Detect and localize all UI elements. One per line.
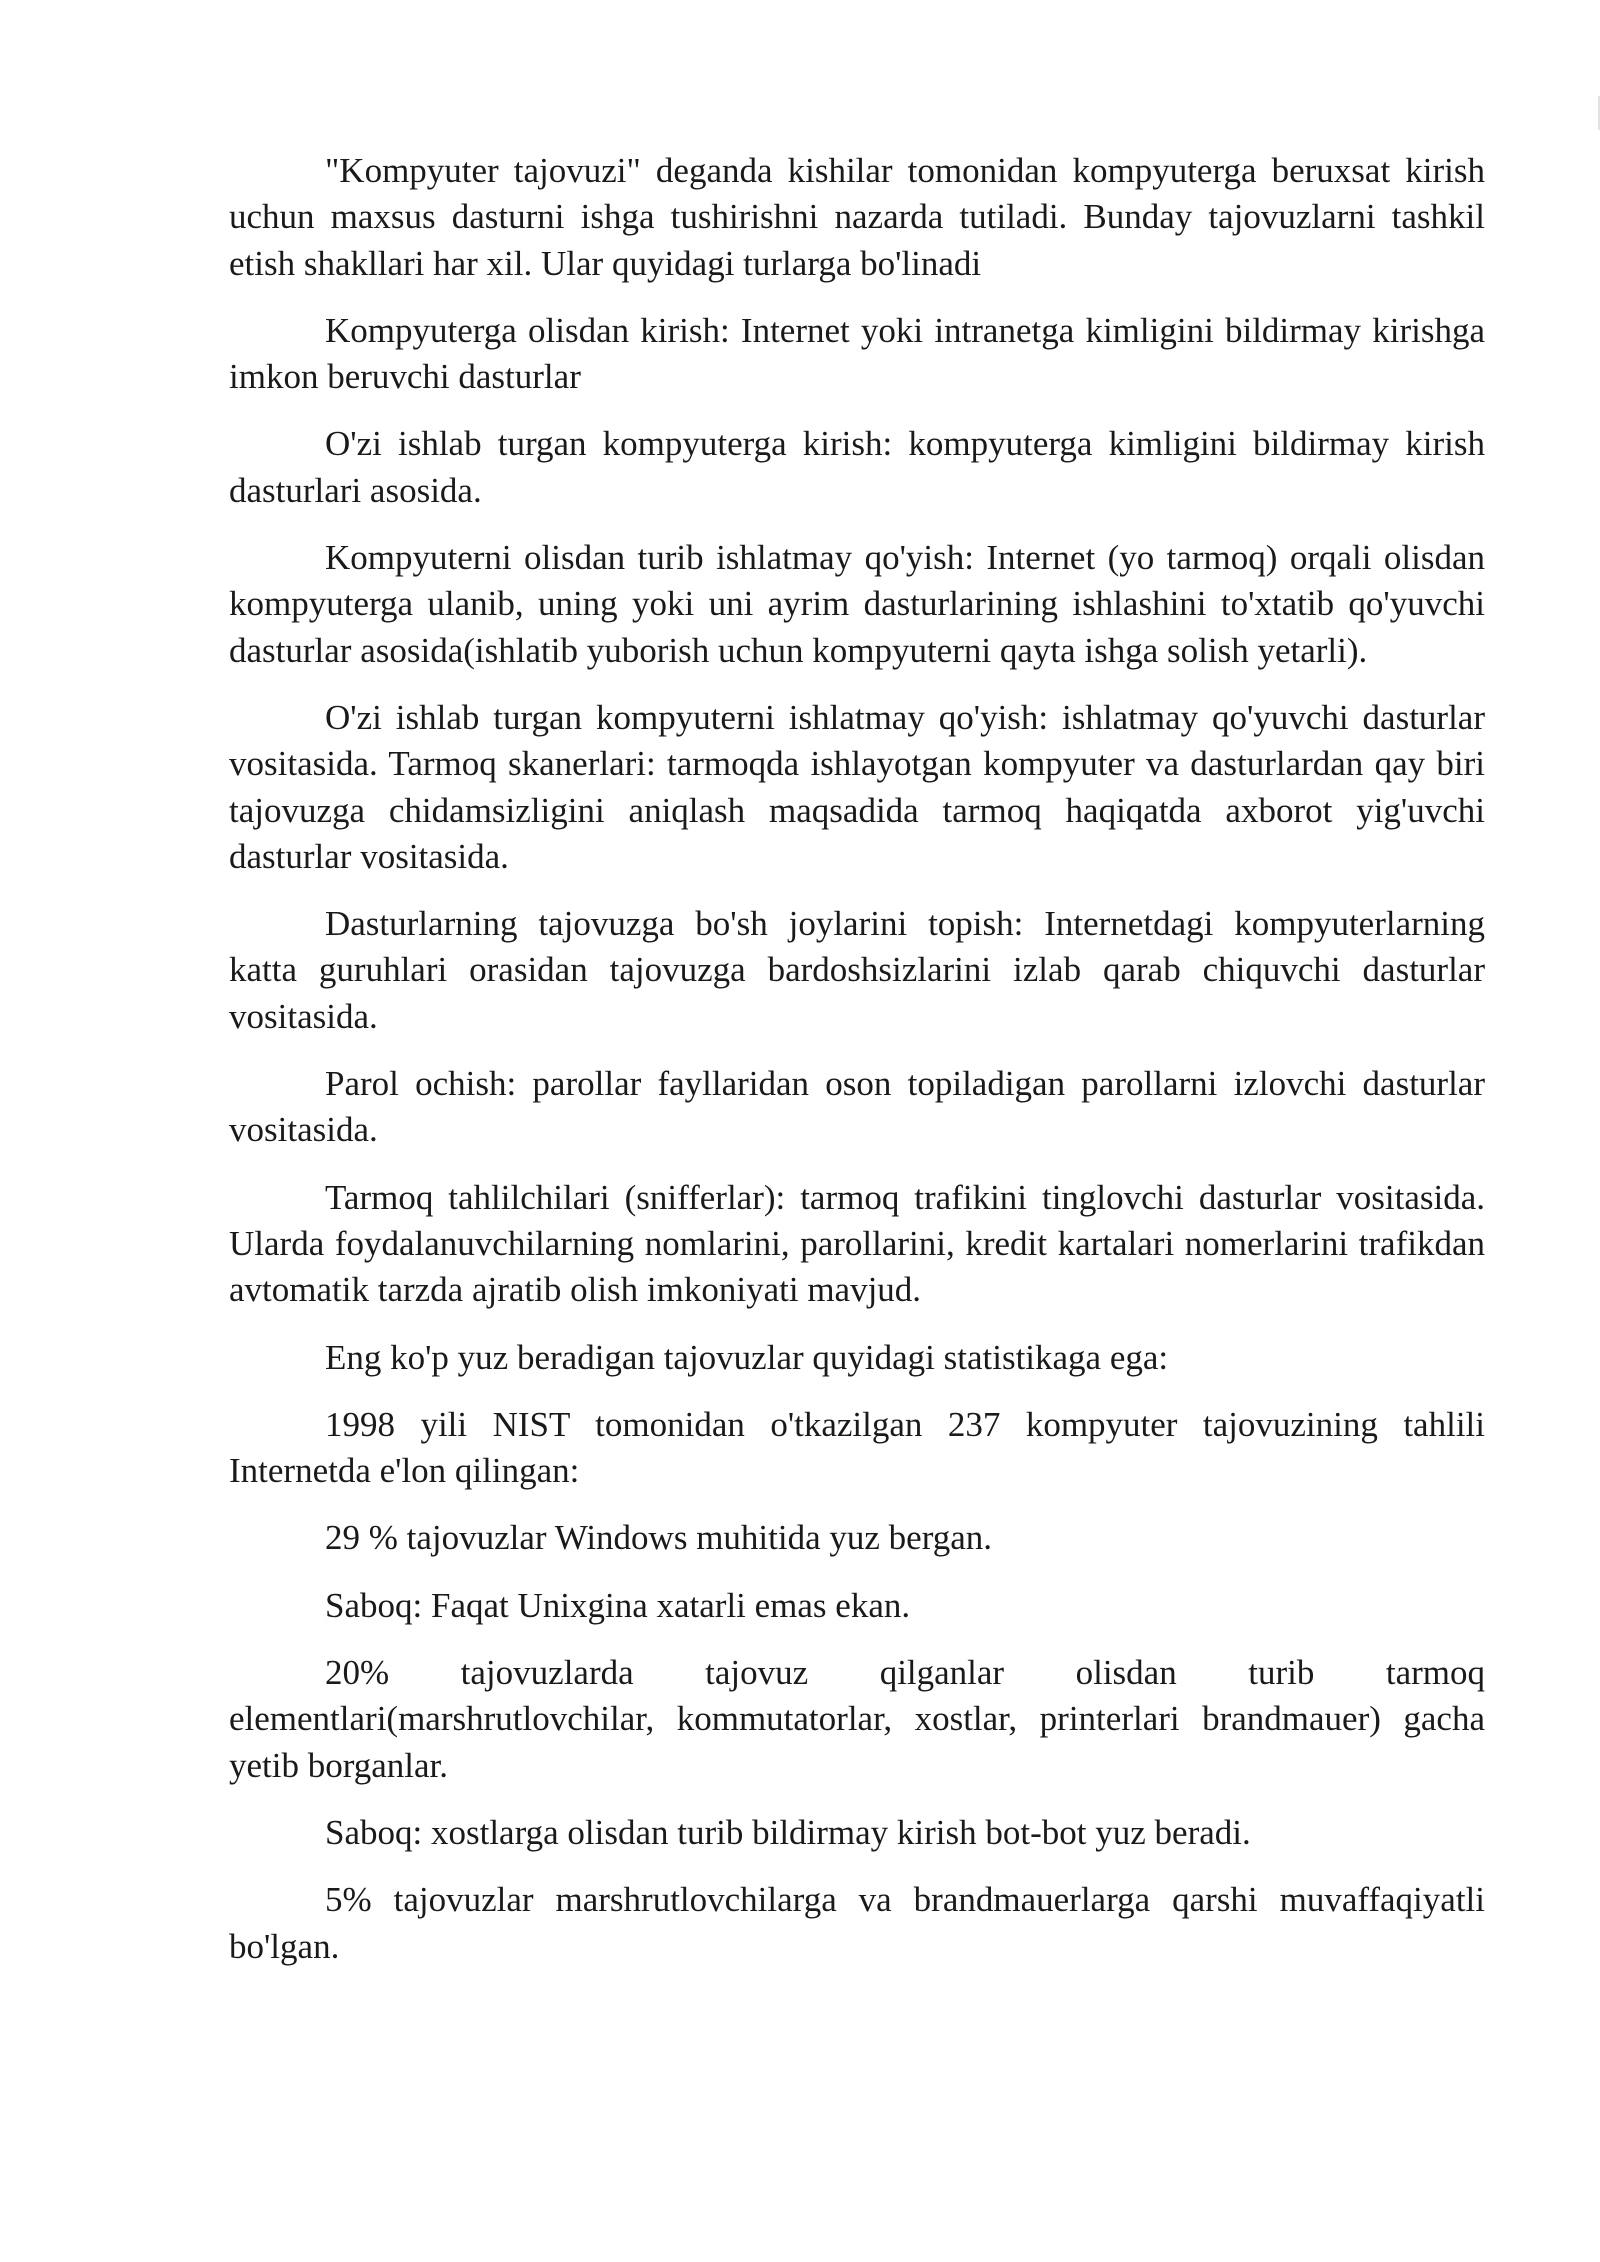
paragraph-remote-disable: Kompyuterni olisdan turib ishlatmay qo'yish: Internet (yo tarmoq) orqali olisdan kompyuterga ulanib, uning yoki uni ayrim dasturlarining ishlashini to'xtatib qo'yuvchi dasturlar asosida(ishlatib yuborish uchun kompyuterni qayta ishga solish yetarli). <box>229 538 1485 670</box>
paragraph-password-cracking: Parol ochish: parollar fayllaridan oson topiladigan parollarni izlovchi dasturlar vositasida. <box>229 1064 1485 1150</box>
document-body <box>229 148 1485 1991</box>
paragraph-intro: "Kompyuter tajovuzi" deganda kishilar tomonidan kompyuterga beruxsat kirish uchun maxsus dasturni ishga tushirishni nazarda tutiladi. Bunday tajovuzlarni tashkil etish shakllari har xil. Ular quyidagi turlarga bo'linadi <box>229 151 1485 283</box>
paragraph-vulnerability-search: Dasturlarning tajovuzga bo'sh joylarini topish: Internetdagi kompyuterlarning katta guruhlari orasidan tajovuzga bardoshsizlarini izlab qarab chiquvchi dasturlar vositasida. <box>229 904 1485 1036</box>
paragraph-sniffers: Tarmoq tahlilchilari (snifferlar): tarmoq trafikini tinglovchi dasturlar vositasida. Ularda foydalanuvchilarning nomlarini, parollarini, kredit kartalari nomerlarini trafikdan avtomatik tarzda ajratib olish imkoniyati mavjud. <box>229 1177 1485 1310</box>
paragraph-nist-analysis: 1998 yili NIST tomonidan o'tkazilgan 237 kompyuter tajovuzining tahlili Internetda e'lon qilingan: <box>229 1404 1485 1491</box>
paragraph-network-elements-stat: 20% tajovuzlarda tajovuz qilganlar olisdan turib tarmoq elementlari(marshrutlovchilar, kommutatorlar, xostlar, printerlari brandmauer) gacha yetib borganlar. <box>229 1653 1485 1785</box>
paragraph-local-disable: O'zi ishlab turgan kompyuterni ishlatmay qo'yish: ishlatmay qo'yuvchi dasturlar vositasida. Tarmoq skanerlari: tarmoqda ishlayotgan kompyuter va dasturlardan qay biri tajovuzga chidamsizligini aniqlash maqsadida tarmoq haqiqatda axborot yig'uvchi dasturlar vositasida. <box>229 697 1485 876</box>
paragraph-local-access: O'zi ishlab turgan kompyuterga kirish: kompyuterga kimligini bildirmay kirish dasturlari asosida. <box>229 424 1485 510</box>
paragraph-lesson-hosts: Saboq: xostlarga olisdan turib bildirmay kirish bot-bot yuz beradi. <box>325 1812 1251 1852</box>
paragraph-lesson-unix: Saboq: Faqat Unixgina xatarli emas ekan. <box>325 1585 911 1625</box>
paragraph-routers-stat: 5% tajovuzlar marshrutlovchilarga va brandmauerlarga qarshi muvaffaqiyatli bo'lgan. <box>229 1880 1485 1966</box>
paragraph-statistics-intro: Eng ko'p yuz beradigan tajovuzlar quyidagi statistikaga ega: <box>325 1337 1169 1377</box>
paragraph-remote-access: Kompyuterga olisdan kirish: Internet yoki intranetga kimligini bildirmay kirishga imkon beruvchi dasturlar <box>229 310 1485 397</box>
paragraph-windows-stat: 29 % tajovuzlar Windows muhitida yuz bergan. <box>325 1518 993 1558</box>
